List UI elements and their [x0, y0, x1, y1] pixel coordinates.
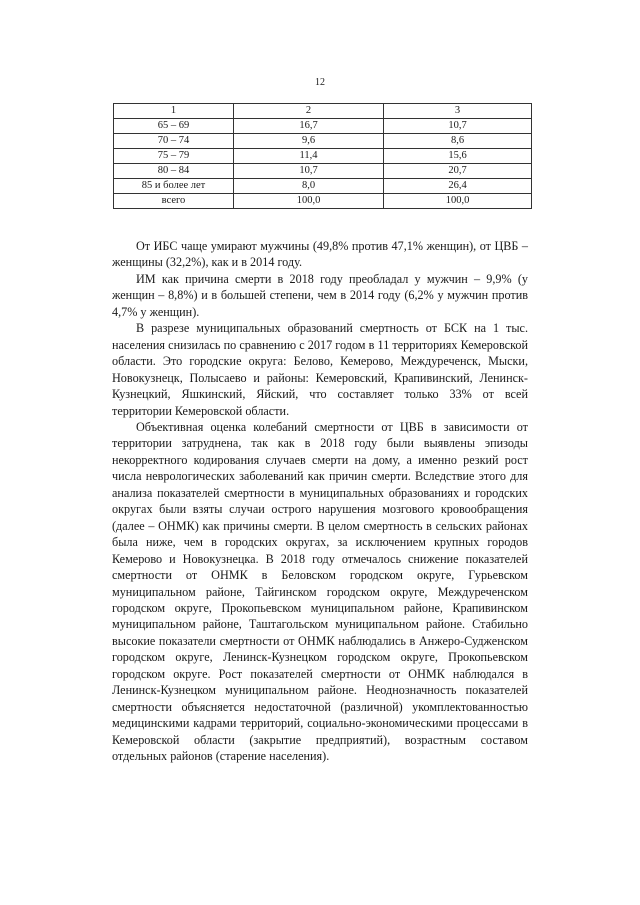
table-cell-value: 26,4 — [384, 179, 532, 194]
table-header-row — [114, 104, 532, 119]
table-row — [114, 119, 532, 134]
table-header-cell: 1 — [114, 104, 234, 119]
table-cell-value: 10,7 — [234, 164, 384, 179]
table-cell-value: 8,0 — [234, 179, 384, 194]
table-cell-value: 8,6 — [384, 134, 532, 149]
table-cell-age-group: всего — [114, 194, 234, 209]
table-cell-value: 100,0 — [384, 194, 532, 209]
table-cell-value: 100,0 — [234, 194, 384, 209]
table-cell-value: 16,7 — [234, 119, 384, 134]
paragraph: ИМ как причина смерти в 2018 году преобладал у мужчин – 9,9% (у женщин – 8,8%) и в большей степени, чем в 2014 году (6,2% у мужчин против 4,7% у женщин). — [112, 271, 528, 319]
table-cell-age-group: 70 – 74 — [114, 134, 234, 149]
table-row — [114, 149, 532, 164]
paragraph: В разрезе муниципальных образований смертность от БСК на 1 тыс. населения снизилась по сравнению с 2017 годом в 11 территориях Кемеровской области. Это городские округа: Белово, Кемерово, Междуреченск, Мыски, Новокузнецк, Полысаево и районы: Кемеровский, Крапивинский, Ленинск-Кузнецкий, Яшкинский, Яйский, что составляет только 33% от всей территории Кемеровской области. — [112, 321, 528, 418]
table-cell-age-group: 85 и более лет — [114, 179, 234, 194]
table-header-cell: 2 — [234, 104, 384, 119]
body-text — [112, 238, 528, 765]
paragraph: От ИБС чаще умирают мужчины (49,8% против 47,1% женщин), от ЦВБ – женщины (32,2%), как и в 2014 году. — [112, 239, 528, 270]
table-cell-value: 9,6 — [234, 134, 384, 149]
table-cell-value: 20,7 — [384, 164, 532, 179]
table-header-cell: 3 — [384, 104, 532, 119]
table-cell-value: 11,4 — [234, 149, 384, 164]
table-cell-age-group: 65 – 69 — [114, 119, 234, 134]
table-cell-value: 15,6 — [384, 149, 532, 164]
table-cell-age-group: 80 – 84 — [114, 164, 234, 179]
mortality-table — [113, 103, 532, 209]
table-row — [114, 164, 532, 179]
table-cell-age-group: 75 – 79 — [114, 149, 234, 164]
table-row — [114, 179, 532, 194]
table-row — [114, 134, 532, 149]
page-number: 12 — [315, 77, 325, 88]
paragraph: Объективная оценка колебаний смертности от ЦВБ в зависимости от территории затруднена, так как в 2018 году были выявлены эпизоды некорректного кодирования случаев смерти на дому, а именно резкий рост числа неврологических заболеваний как причин смерти. Вследствие этого для анализа показателей смертности в муниципальных образованиях и городских округах были взяты случаи острого нарушения мозгового кровообращения (далее – ОНМК) как причины смерти. В целом смертность в сельских районах была ниже, чем в городских округах, за исключением крупных городов Кемерово и Новокузнецка. В 2018 году отмечалось снижение показателей смертности от ОНМК в Беловском городском округе, Гурьевском муниципальном районе, Тайгинском городском округе, Междуреченском городском округе, Прокопьевском муниципальном районе, Крапивинском муниципальном районе, Таштагольском муниципальном районе. Стабильно высокие показатели смертности от ОНМК наблюдались в Анжеро-Судженском городском округе, Ленинск-Кузнецком городском округе, Прокопьевском городском округе. Рост показателей смертности от ОНМК наблюдался в Ленинск-Кузнецком муниципальном районе. Неоднозначность показателей смертности объясняется недостаточной (различной) укомплектованностью медицинскими кадрами территорий, социально-экономическими процессами в Кемеровской области (закрытие предприятий), возрастным составом отдельных районов (старение населения). — [112, 419, 528, 764]
table-row-total — [114, 194, 532, 209]
table-cell-value: 10,7 — [384, 119, 532, 134]
